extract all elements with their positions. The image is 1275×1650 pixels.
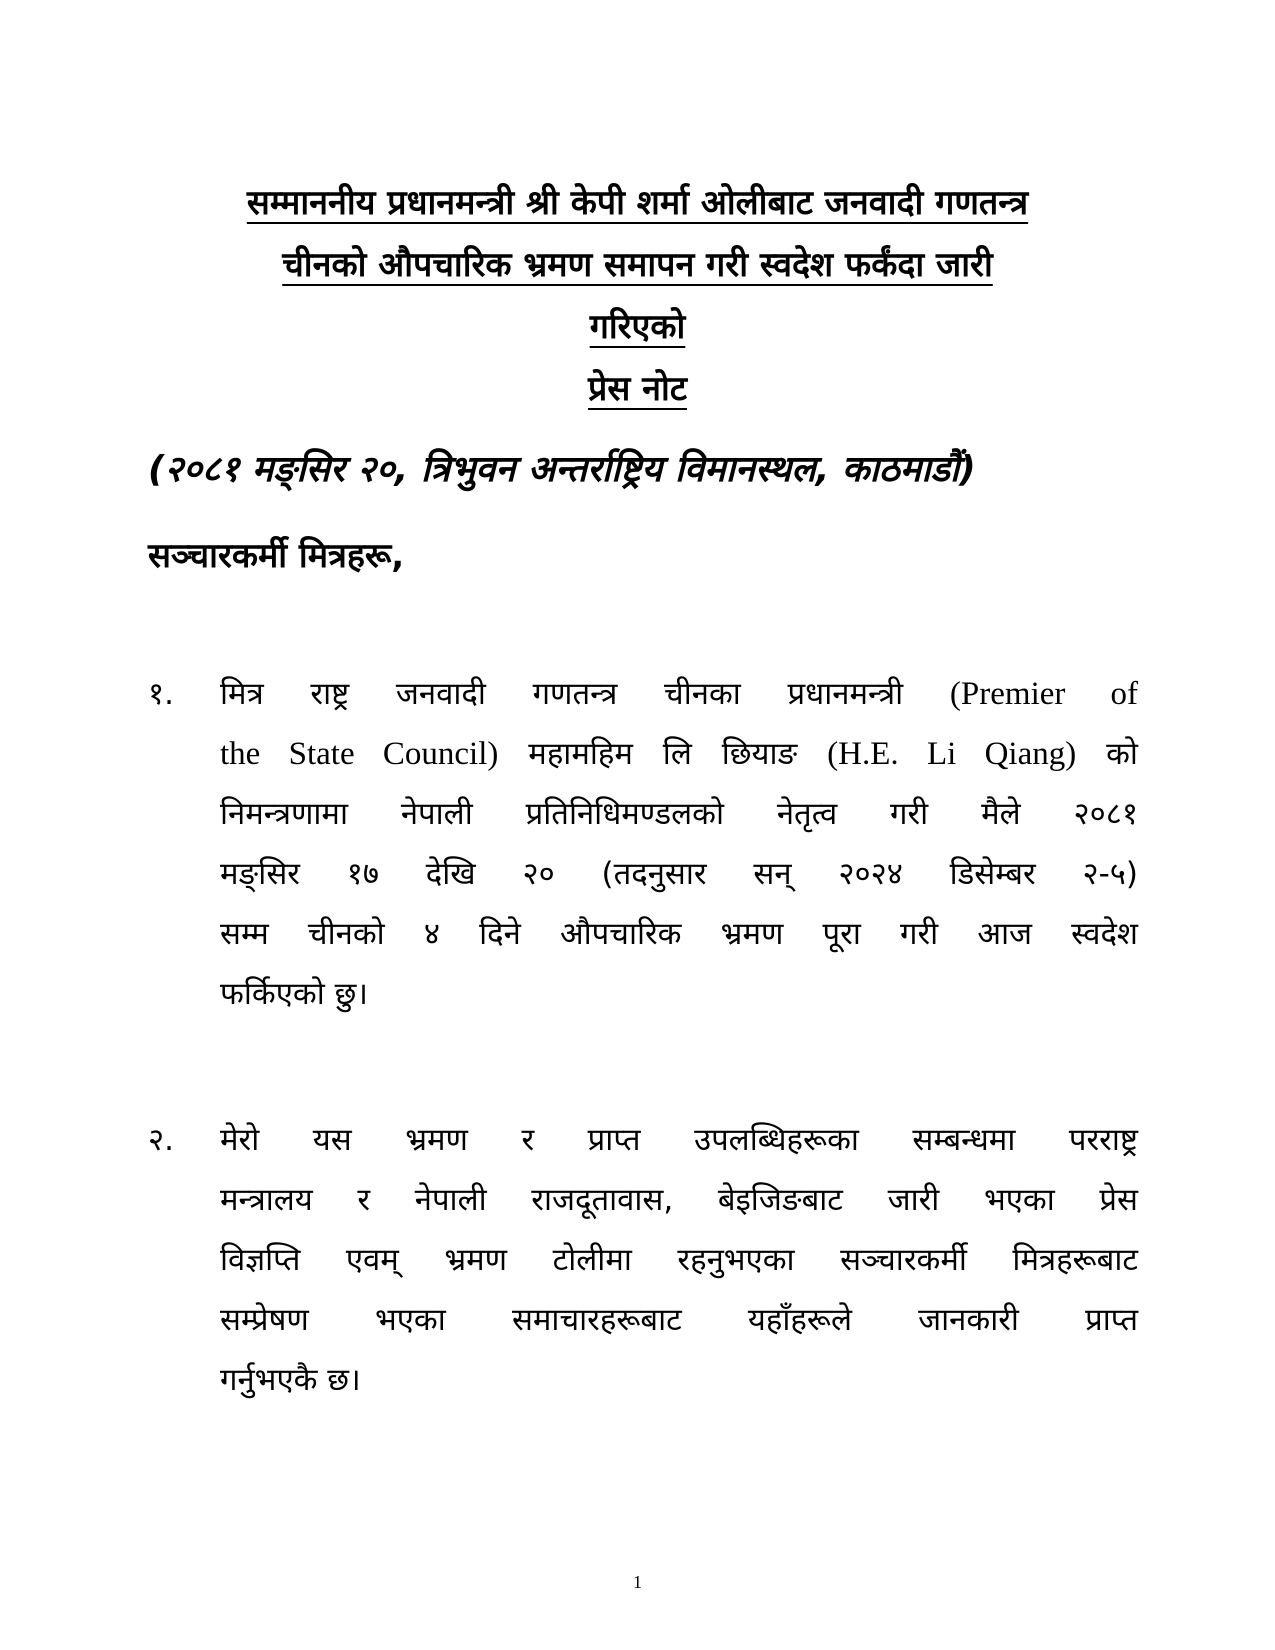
paragraph-line: सम्म चीनको ४ दिने औपचारिक भ्रमण पूरा गरी आज स्वदेश [220,916,1138,952]
title-press-note: प्रेस नोट [588,369,687,409]
paragraph-line: the State Council) महामहिम लि छियाङ (H.E. Li Qiang) को [220,736,1138,772]
page-number: 1 [633,1572,642,1592]
title-line-3: गरिएको [589,307,686,347]
paragraph-body [220,1110,1138,1410]
paragraph-line: विज्ञप्ति एवम् भ्रमण टोलीमा रहनुभएका सञ्चारकर्मी मित्रहरूबाट [220,1242,1138,1278]
paragraph-line: मेरो यस भ्रमण र प्राप्त उपलब्धिहरूका सम्बन्धमा परराष्ट्र [220,1122,1138,1158]
paragraph-line: सम्प्रेषण भएका समाचारहरूबाट यहाँहरूले जानकारी प्राप्त [220,1302,1138,1338]
paragraph-body [220,664,1138,1024]
title-line-1: सम्माननीय प्रधानमन्त्री श्री केपी शर्मा ओलीबाट जनवादी गणतन्त्र [246,183,1029,223]
dateline: (२०८१ मङ्सिर २०, त्रिभुवन अन्तर्राष्ट्रिय विमानस्थल, काठमाडौं) [148,449,976,490]
paragraph-number: २. [148,1122,174,1158]
paragraph-number: १. [148,676,174,712]
salutation: सञ्चारकर्मी मित्रहरू, [148,536,405,576]
paragraph-line: गर्नुभएकै छ। [220,1362,361,1398]
title-line-2: चीनको औपचारिक भ्रमण समापन गरी स्वदेश फर्कंदा जारी [282,245,993,285]
paragraph-line: निमन्त्रणामा नेपाली प्रतिनिधिमण्डलको नेतृत्व गरी मैले २०८१ [220,796,1138,832]
paragraph-line: मित्र राष्ट्र जनवादी गणतन्त्र चीनका प्रधानमन्त्री (Premier of [220,676,1138,712]
paragraph-line: मङ्सिर १७ देखि २० (तदनुसार सन् २०२४ डिसेम्बर २-५) [220,856,1138,892]
paragraph-line: फर्किएको छु। [220,976,369,1012]
paragraph-line: मन्त्रालय र नेपाली राजदूतावास, बेइजिङबाट जारी भएका प्रेस [220,1182,1138,1218]
